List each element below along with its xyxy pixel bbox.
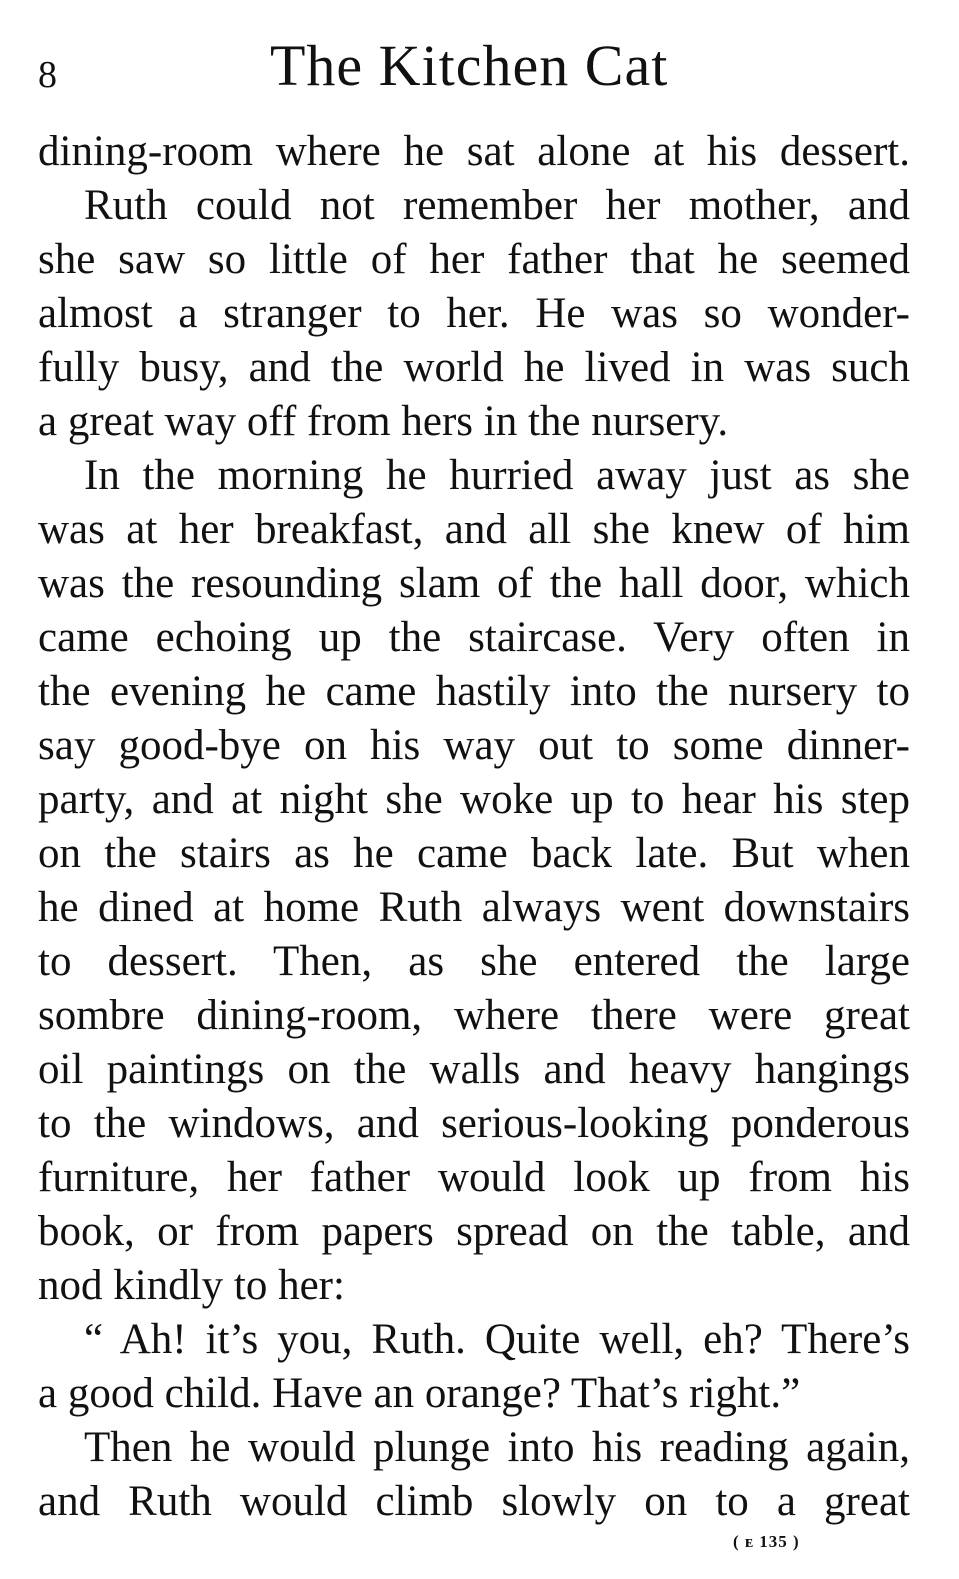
text-line: “ Ah! it’s you, Ruth. Quite well, eh? There’s — [84, 1316, 910, 1363]
running-head — [0, 28, 959, 108]
text-line: fully busy, and the world he lived in was such — [38, 344, 910, 391]
text-line: the evening he came hastily into the nursery to — [38, 668, 910, 715]
text-line: was the resounding slam of the hall door, which — [38, 560, 910, 607]
text-line: sombre dining-room, where there were great — [38, 992, 910, 1039]
text-line: to dessert. Then, as she entered the large — [38, 938, 910, 985]
text-line: book, or from papers spread on the table, and — [38, 1208, 910, 1255]
text-line: Then he would plunge into his reading again, — [84, 1424, 910, 1471]
text-line: was at her breakfast, and all she knew of him — [38, 506, 910, 553]
text-line: dining-room where he sat alone at his dessert. — [38, 128, 910, 175]
signature-mark: ( ᴇ 135 ) — [733, 1532, 800, 1551]
text-line: say good-bye on his way out to some dinner- — [38, 722, 910, 769]
page-number: 8 — [38, 54, 57, 96]
text-line: almost a stranger to her. He was so wonder- — [38, 290, 910, 337]
text-line: he dined at home Ruth always went downstairs — [38, 884, 910, 931]
text-line: In the morning he hurried away just as she — [84, 452, 910, 499]
running-title: The Kitchen Cat — [270, 33, 669, 98]
text-line: on the stairs as he came back late. But when — [38, 830, 910, 877]
text-line: a great way off from hers in the nursery. — [38, 398, 729, 445]
text-line: furniture, her father would look up from his — [38, 1154, 910, 1201]
text-line: came echoing up the staircase. Very often in — [38, 614, 910, 661]
text-line: party, and at night she woke up to hear his step — [38, 776, 910, 823]
text-line: she saw so little of her father that he seemed — [38, 236, 910, 283]
text-line: Ruth could not remember her mother, and — [84, 182, 910, 229]
text-line: a good child. Have an orange? That’s right.” — [38, 1370, 801, 1417]
text-line: oil paintings on the walls and heavy hangings — [38, 1046, 910, 1093]
text-line: nod kindly to her: — [38, 1262, 345, 1309]
text-line: and Ruth would climb slowly on to a great — [38, 1478, 910, 1525]
text-line: to the windows, and serious-looking ponderous — [38, 1100, 910, 1147]
body-text — [38, 125, 910, 1530]
